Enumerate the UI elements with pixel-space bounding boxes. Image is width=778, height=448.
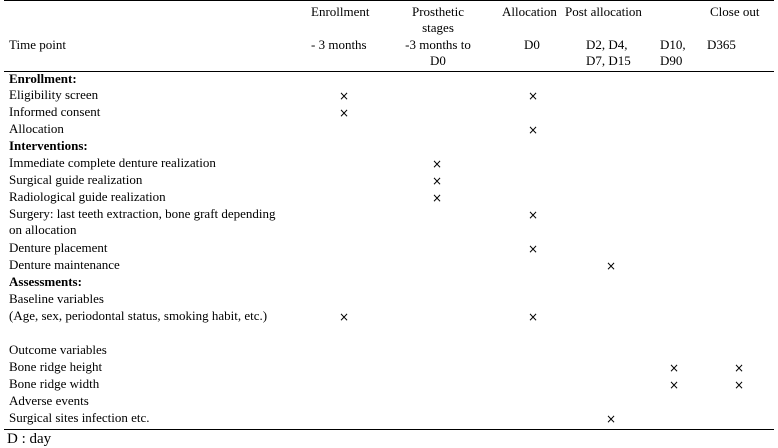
col-prosthetic-sub: -3 months to D0: [405, 37, 471, 68]
col-prosthetic-header: Prosthetic stages: [412, 4, 464, 35]
row-immediate-denture: Immediate complete denture realization: [9, 155, 216, 170]
col-enrollment-header: Enrollment: [311, 4, 370, 19]
mark-maintenance-post: ×: [605, 259, 617, 273]
row-denture-placement: Denture placement: [9, 240, 108, 255]
row-denture-maintenance: Denture maintenance: [9, 257, 120, 272]
mark-baseline-allocation: ×: [527, 310, 539, 324]
col-post-allocation-header: Post allocation: [565, 4, 642, 19]
mark-eligibility-enrollment: ×: [338, 89, 350, 103]
mark-height-d365: ×: [733, 361, 745, 375]
row-outcome-variables: Outcome variables: [9, 342, 107, 357]
col-close-out-header: Close out: [710, 4, 760, 19]
col-post-allocation-sub-a: D2, D4, D7, D15: [586, 37, 631, 68]
mark-allocation-allocation: ×: [527, 123, 539, 137]
col-enrollment-sub: - 3 months: [311, 37, 367, 52]
time-point-label: Time point: [9, 37, 66, 52]
mark-infection-post: ×: [605, 412, 617, 426]
mark-width-d365: ×: [733, 378, 745, 392]
row-radiological-guide: Radiological guide realization: [9, 189, 166, 204]
row-bone-ridge-width: Bone ridge width: [9, 376, 100, 391]
section-interventions: Interventions:: [9, 138, 88, 153]
row-baseline-variables: Baseline variables: [9, 291, 104, 306]
mark-baseline-enrollment: ×: [338, 310, 350, 324]
col-close-out-sub: D365: [707, 37, 736, 52]
row-eligibility-screen: Eligibility screen: [9, 87, 99, 102]
mark-width-d90: ×: [668, 378, 680, 392]
row-baseline-details: (Age, sex, periodontal status, smoking habit, etc.): [9, 308, 268, 323]
mark-consent-enrollment: ×: [338, 106, 350, 120]
row-surgical-guide: Surgical guide realization: [9, 172, 143, 187]
col-post-allocation-sub-b: D10, D90: [660, 37, 686, 68]
footnote: D : day: [7, 431, 52, 447]
row-surgical-sites-infection: Surgical sites infection etc.: [9, 410, 150, 425]
mark-surgery-allocation: ×: [527, 208, 539, 222]
row-adverse-events: Adverse events: [9, 393, 89, 408]
row-informed-consent: Informed consent: [9, 104, 101, 119]
section-assessments: Assessments:: [9, 274, 82, 289]
table-top-rule: [4, 0, 774, 1]
section-enrollment: Enrollment:: [9, 71, 77, 86]
mark-placement-allocation: ×: [527, 242, 539, 256]
mark-eligibility-allocation: ×: [527, 89, 539, 103]
row-allocation: Allocation: [9, 121, 64, 136]
col-allocation-sub: D0: [524, 37, 540, 52]
row-bone-ridge-height: Bone ridge height: [9, 359, 103, 374]
table-bottom-rule: [4, 429, 774, 430]
mark-height-d90: ×: [668, 361, 680, 375]
mark-surgical-guide-prosthetic: ×: [431, 174, 443, 188]
mark-radiological-guide-prosthetic: ×: [431, 191, 443, 205]
mark-denture-prosthetic: ×: [431, 157, 443, 171]
col-allocation-header: Allocation: [502, 4, 557, 19]
row-surgery: Surgery: last teeth extraction, bone graft depending on allocation: [9, 206, 276, 237]
